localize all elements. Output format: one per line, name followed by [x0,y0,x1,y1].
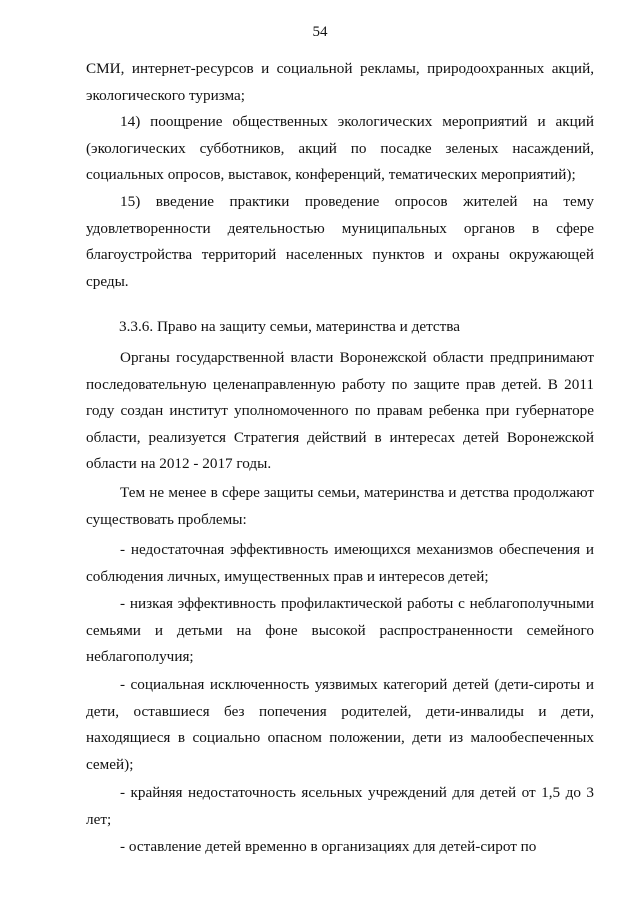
paragraph-problems-intro: Тем не менее в сфере защиты семьи, материнства и детства продолжают существовать проблемы: [86,484,594,528]
list-item-mechanisms: - недостаточная эффективность имеющихся механизмов обеспечения и соблюдения личных, имущественных прав и интересов детей; [86,541,594,585]
paragraph-item-14: 14) поощрение общественных экологических мероприятий и акций (экологических субботников, акций по посадке зеленых насаждений, социальных опросов, выставок, конференций, тематических мероприятий); [86,113,594,183]
list-item-prevention: - низкая эффективность профилактической работы с неблагополучными семьями и детьми на фоне высокой распространенности семейного неблагополучия; [86,595,594,665]
list-item-placement: - оставление детей временно в организациях для детей-сирот по [120,838,537,855]
section-heading: 3.3.6. Право на защиту семьи, материнства и детства [119,318,460,335]
paragraph-smi: СМИ, интернет-ресурсов и социальной рекламы, природоохранных акций, экологического туризма; [86,60,594,104]
list-item-nurseries: - крайняя недостаточность ясельных учреждений для детей от 1,5 до 3 лет; [86,784,594,828]
paragraph-authorities: Органы государственной власти Воронежской области предпринимают последовательную целенаправленную работу по защите прав детей. В 2011 году создан институт уполномоченного по правам ребенка при губернаторе области, реализуется Стратегия действий в интересах детей Воронежской области на 2012 - 2017 годы. [86,349,594,472]
list-item-exclusion: - социальная исключенность уязвимых категорий детей (дети-сироты и дети, оставшиеся без попечения родителей, дети-инвалиды и дети, находящиеся в социально опасном положении, дети из малообеспеченных семей); [86,676,594,773]
page-number: 54 [312,24,328,40]
paragraph-item-15: 15) введение практики проведение опросов жителей на тему удовлетворенности деятельностью муниципальных органов в сфере благоустройства территорий населенных пунктов и охраны окружающей среды. [86,193,594,290]
